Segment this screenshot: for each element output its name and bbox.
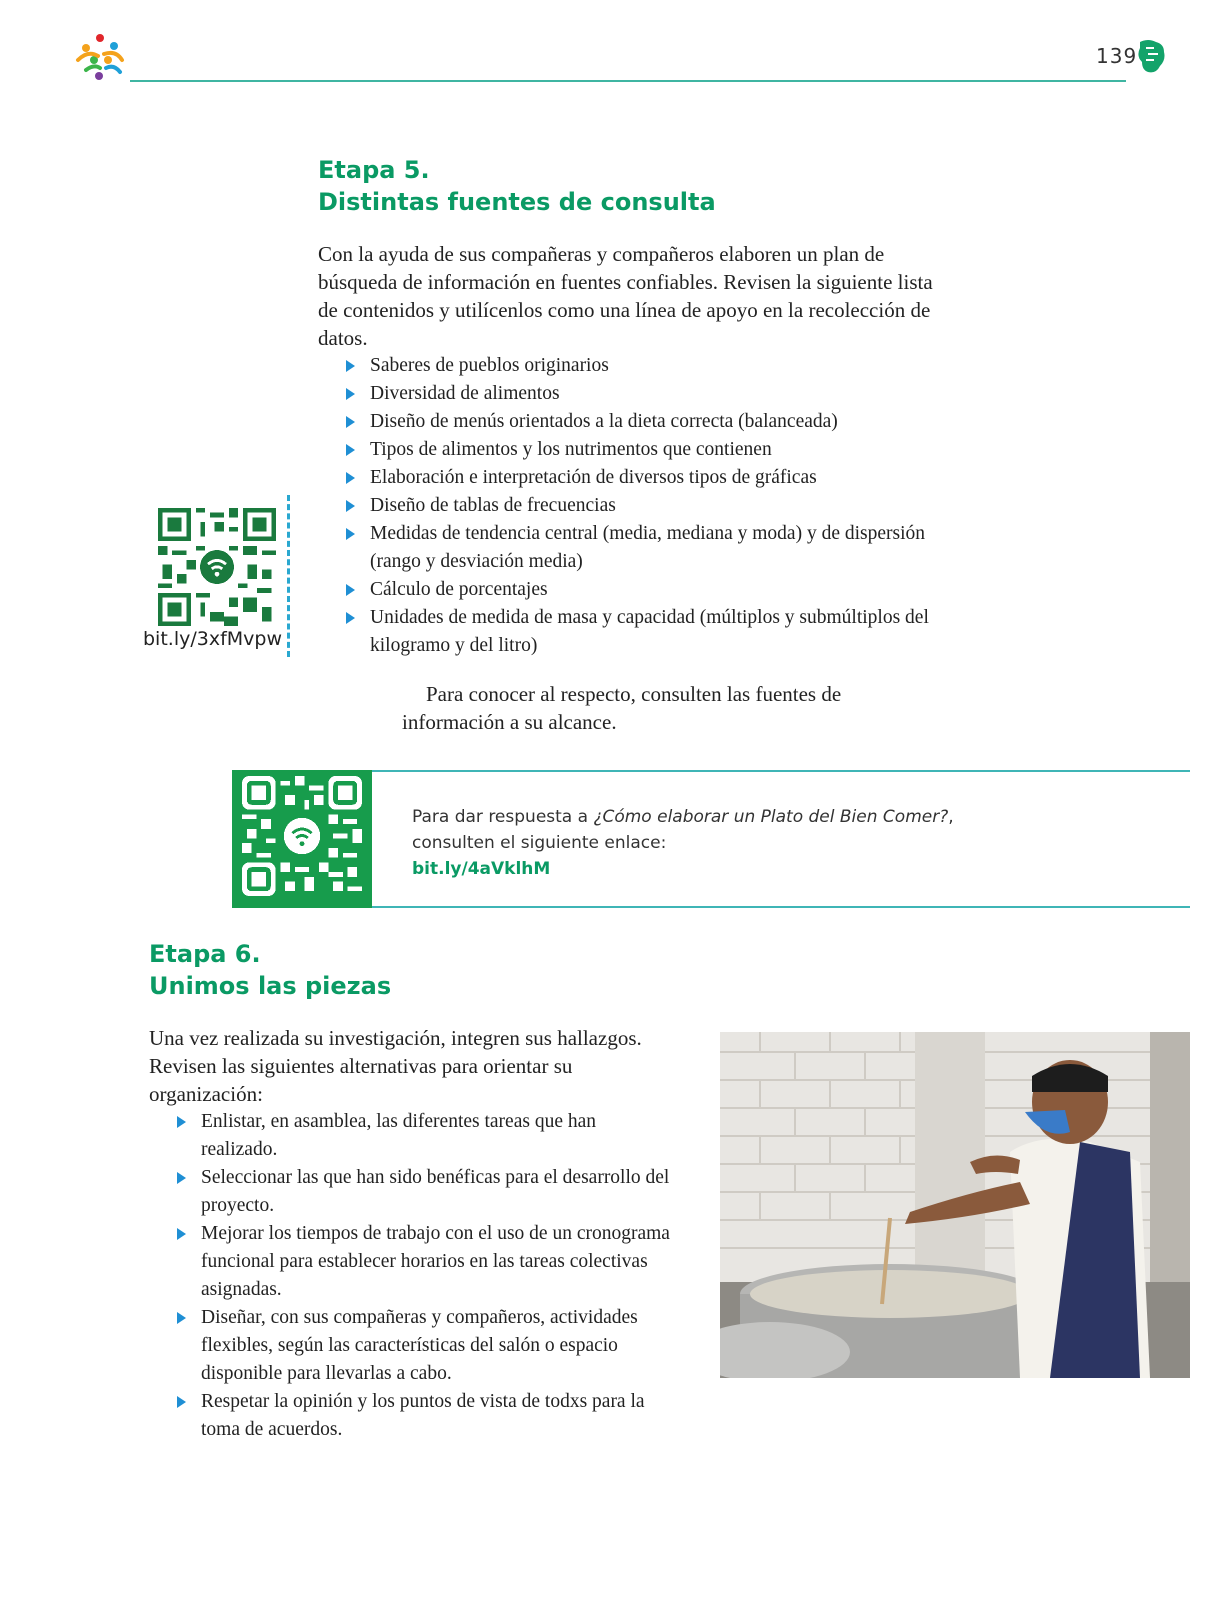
bullet-triangle-icon bbox=[346, 444, 355, 456]
bullet-triangle-icon bbox=[346, 472, 355, 484]
qr-panel bbox=[232, 770, 372, 908]
logo-icon bbox=[72, 30, 128, 86]
bullet-triangle-icon bbox=[346, 388, 355, 400]
stage6-intro: Una vez realizada su investigación, integren sus hallazgos. Revisen las siguientes alternativas para orientar su organización: bbox=[149, 1026, 642, 1106]
bullet-triangle-icon bbox=[346, 528, 355, 540]
list-item: Saberes de pueblos originarios bbox=[346, 352, 946, 380]
qr-code-icon[interactable] bbox=[242, 776, 362, 896]
list-item: Elaboración e interpretación de diversos tipos de gráficas bbox=[346, 464, 946, 492]
stage5-closing: Para conocer al respecto, consulten las fuentes de información a su alcance. bbox=[402, 682, 842, 734]
bullet-triangle-icon bbox=[177, 1312, 186, 1324]
stage5-bullet-list bbox=[346, 352, 946, 660]
link-box bbox=[232, 770, 1190, 908]
stage5-heading bbox=[318, 154, 716, 218]
list-item: Seleccionar las que han sido benéficas para el desarrollo del proyecto. bbox=[177, 1164, 677, 1220]
bullet-triangle-icon bbox=[177, 1172, 186, 1184]
stage5-title: Distintas fuentes de consulta bbox=[318, 188, 716, 216]
list-item: Medidas de tendencia central (media, mediana y moda) y de dispersión (rango y desviación media) bbox=[346, 520, 946, 576]
stage6-number: Etapa 6. bbox=[149, 940, 261, 968]
list-item: Tipos de alimentos y los nutrimentos que contienen bbox=[346, 436, 946, 464]
stage6-heading bbox=[149, 938, 391, 1002]
bullet-triangle-icon bbox=[346, 360, 355, 372]
list-item: Diseñar, con sus compañeras y compañeros, actividades flexibles, según las características del salón o espacio disponible para llevarlas a cabo. bbox=[177, 1304, 677, 1388]
stage5-number: Etapa 5. bbox=[318, 156, 430, 184]
list-item: Diseño de tablas de frecuencias bbox=[346, 492, 946, 520]
bullet-triangle-icon bbox=[346, 416, 355, 428]
list-item: Unidades de medida de masa y capacidad (múltiplos y submúltiplos del kilogramo y del litro) bbox=[346, 604, 946, 660]
bullet-triangle-icon bbox=[177, 1116, 186, 1128]
list-item: Diseño de menús orientados a la dieta correcta (balanceada) bbox=[346, 408, 946, 436]
bullet-triangle-icon bbox=[177, 1396, 186, 1408]
link-box-question: ¿Cómo elaborar un Plato del Bien Comer? bbox=[593, 807, 949, 827]
stage6-bullet-list bbox=[177, 1108, 677, 1444]
bullet-triangle-icon bbox=[346, 612, 355, 624]
list-item: Cálculo de porcentajes bbox=[346, 576, 946, 604]
qr-code-icon[interactable] bbox=[158, 508, 276, 626]
stage6-title: Unimos las piezas bbox=[149, 972, 392, 1000]
list-item: Respetar la opinión y los puntos de vista de todxs para la toma de acuerdos. bbox=[177, 1388, 677, 1444]
qr-link-text[interactable]: bit.ly/3xfMvpw bbox=[143, 628, 283, 650]
header-rule bbox=[130, 80, 1126, 82]
list-item: Diversidad de alimentos bbox=[346, 380, 946, 408]
page-mark-icon bbox=[1134, 38, 1168, 76]
link-box-url[interactable]: bit.ly/4aVklhM bbox=[412, 859, 551, 879]
cook-photo bbox=[720, 1032, 1190, 1378]
dashed-divider bbox=[287, 495, 290, 657]
list-item: Enlistar, en asamblea, las diferentes tareas que han realizado. bbox=[177, 1108, 677, 1164]
bullet-triangle-icon bbox=[346, 584, 355, 596]
list-item: Mejorar los tiempos de trabajo con el uso de un cronograma funcional para establecer horarios en las tareas colectivas asignadas. bbox=[177, 1220, 677, 1304]
link-box-text: Para dar respuesta a ¿Cómo elaborar un Plato del Bien Comer?, consulten el siguiente enlace: bit.ly/4aVklhM bbox=[412, 807, 954, 879]
page-number: 139 bbox=[1096, 44, 1138, 68]
bullet-triangle-icon bbox=[177, 1228, 186, 1240]
bullet-triangle-icon bbox=[346, 500, 355, 512]
stage5-intro: Con la ayuda de sus compañeras y compañeros elaboren un plan de búsqueda de información en fuentes confiables. Revisen la siguiente lista de contenidos y utilícenlos como una línea de apoyo en la recolección de datos. bbox=[318, 242, 933, 350]
